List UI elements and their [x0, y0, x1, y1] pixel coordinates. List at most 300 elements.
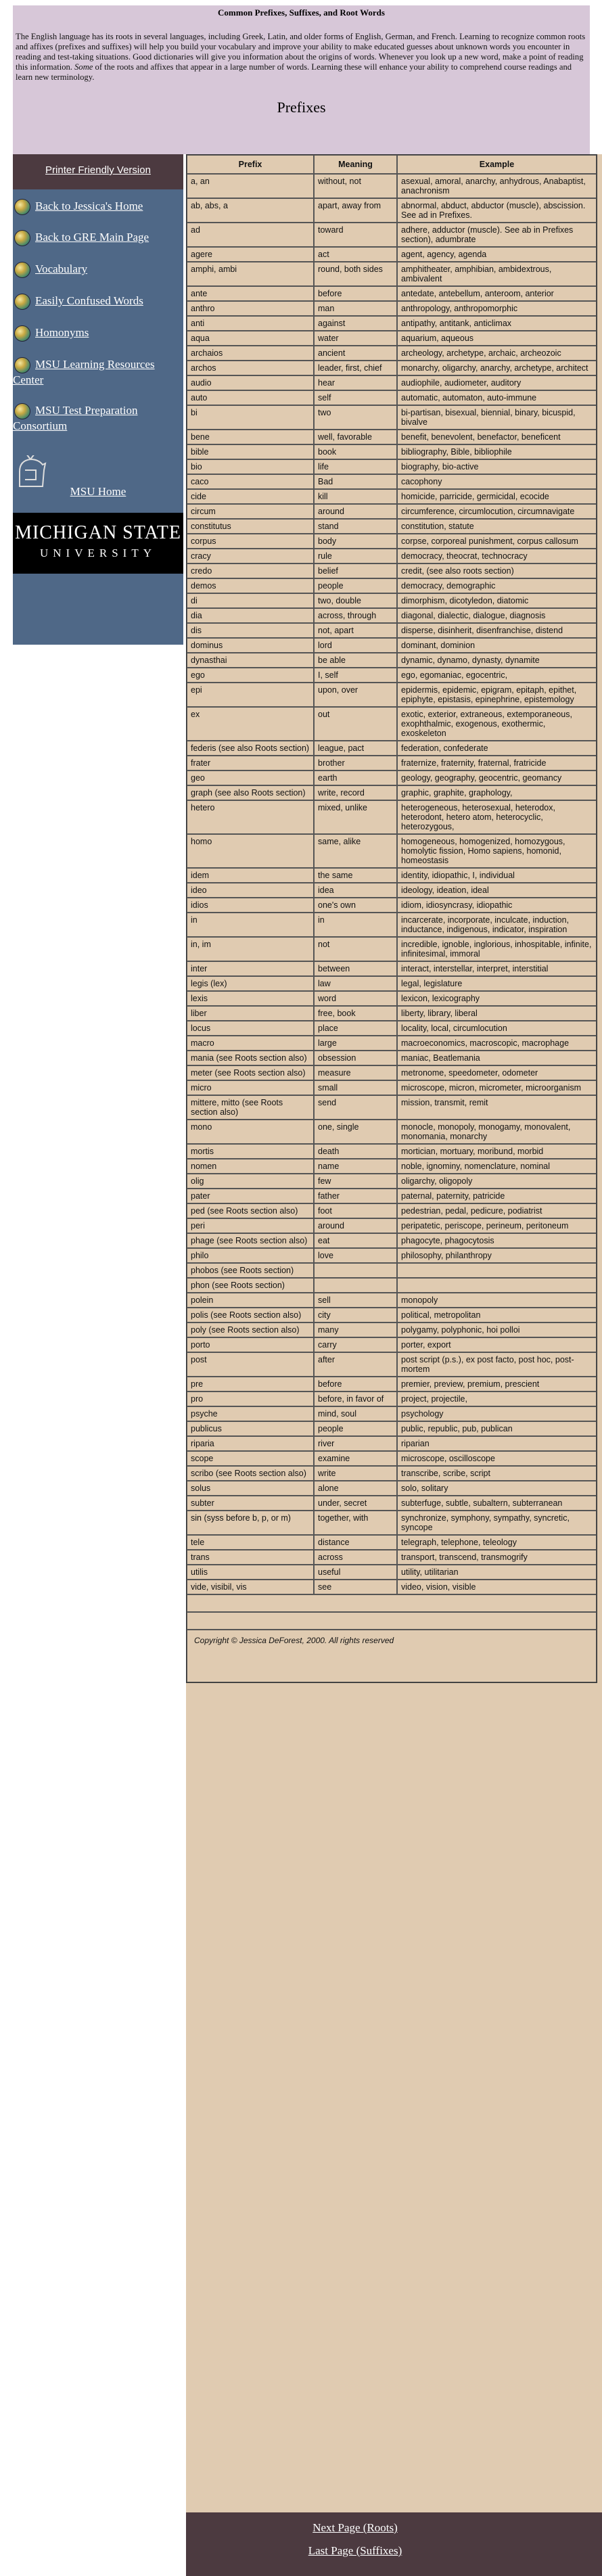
- example-cell: constitution, statute: [397, 519, 597, 534]
- meaning-cell: before: [314, 286, 397, 301]
- example-cell: biography, bio-active: [397, 459, 597, 474]
- prefix-cell: graph (see also Roots section): [187, 785, 314, 800]
- meaning-cell: water: [314, 331, 397, 346]
- table-row: [187, 549, 597, 564]
- nav-link-confused-words[interactable]: [13, 294, 183, 310]
- example-cell: anthropology, anthropomorphic: [397, 301, 597, 316]
- example-cell: metronome, speedometer, odometer: [397, 1065, 597, 1080]
- meaning-cell: write, record: [314, 785, 397, 800]
- example-cell: mortician, mortuary, moribund, morbid: [397, 1144, 597, 1159]
- table-row: [187, 174, 597, 198]
- meaning-cell: not: [314, 937, 397, 961]
- example-cell: premier, preview, premium, prescient: [397, 1377, 597, 1392]
- example-cell: ego, egomaniac, egocentric,: [397, 668, 597, 683]
- header-panel: [13, 5, 590, 154]
- example-cell: public, republic, pub, publican: [397, 1421, 597, 1436]
- meaning-cell: same, alike: [314, 834, 397, 868]
- table-row: [187, 1421, 597, 1436]
- nav-link-label: Homonyms: [35, 325, 89, 339]
- example-cell: subterfuge, subtle, subaltern, subterranean: [397, 1496, 597, 1511]
- prefix-cell: micro: [187, 1080, 314, 1095]
- example-cell: liberty, library, liberal: [397, 1006, 597, 1021]
- meaning-cell: around: [314, 504, 397, 519]
- table-row: [187, 459, 597, 474]
- prefix-cell: anti: [187, 316, 314, 331]
- meaning-cell: alone: [314, 1481, 397, 1496]
- example-cell: corpse, corporeal punishment, corpus callosum: [397, 534, 597, 549]
- meaning-cell: earth: [314, 770, 397, 785]
- globe-icon: [14, 403, 30, 419]
- prefix-cell: peri: [187, 1218, 314, 1233]
- example-cell: antipathy, antitank, anticlimax: [397, 316, 597, 331]
- meaning-cell: mind, soul: [314, 1406, 397, 1421]
- globe-icon: [14, 325, 30, 342]
- table-row: [187, 1308, 597, 1322]
- table-row: [187, 1580, 597, 1594]
- example-cell: political, metropolitan: [397, 1308, 597, 1322]
- globe-icon: [14, 294, 30, 310]
- msu-home-block: [13, 455, 183, 503]
- prefix-cell: lexis: [187, 991, 314, 1006]
- prefix-cell: in: [187, 913, 314, 937]
- prefix-cell: ad: [187, 223, 314, 247]
- prefix-cell: dynasthai: [187, 653, 314, 668]
- example-cell: philosophy, philanthropy: [397, 1248, 597, 1263]
- prefix-cell: pater: [187, 1189, 314, 1203]
- meaning-cell: against: [314, 316, 397, 331]
- prefix-cell: pro: [187, 1392, 314, 1406]
- meaning-cell: toward: [314, 223, 397, 247]
- example-cell: project, projectile,: [397, 1392, 597, 1406]
- prefix-cell: homo: [187, 834, 314, 868]
- example-cell: exotic, exterior, extraneous, extemporaneous, exophthalmic, exogenous, exothermic, exoskeleton: [397, 707, 597, 741]
- table-row: [187, 1080, 597, 1095]
- meaning-cell: well, favorable: [314, 430, 397, 444]
- copyright-text: Copyright © Jessica DeForest, 2000. All rights reserved: [187, 1630, 597, 1682]
- footer-bar: [186, 2512, 602, 2576]
- prefix-cell: nomen: [187, 1159, 314, 1174]
- example-cell: circumference, circumlocution, circumnavigate: [397, 504, 597, 519]
- example-cell: porter, export: [397, 1337, 597, 1352]
- table-row: [187, 1021, 597, 1036]
- meaning-cell: act: [314, 247, 397, 262]
- table-row: [187, 430, 597, 444]
- example-cell: dominant, dominion: [397, 638, 597, 653]
- meaning-cell: be able: [314, 653, 397, 668]
- prefix-cell: scribo (see Roots section also): [187, 1466, 314, 1481]
- prefix-table: [186, 154, 597, 1683]
- table-row: [187, 286, 597, 301]
- prefix-cell: ab, abs, a: [187, 198, 314, 223]
- prefix-cell: tele: [187, 1535, 314, 1550]
- nav-link-label: Vocabulary: [35, 262, 88, 275]
- meaning-cell: apart, away from: [314, 198, 397, 223]
- prefix-cell: mortis: [187, 1144, 314, 1159]
- last-page-link[interactable]: Last Page (Suffixes): [308, 2544, 402, 2557]
- table-row: [187, 653, 597, 668]
- table-row: [187, 707, 597, 741]
- table-row: [187, 198, 597, 223]
- prefix-cell: meter (see Roots section also): [187, 1065, 314, 1080]
- table-row: [187, 346, 597, 361]
- prefix-cell: ante: [187, 286, 314, 301]
- example-cell: oligarchy, oligopoly: [397, 1174, 597, 1189]
- meaning-cell: stand: [314, 519, 397, 534]
- example-cell: federation, confederate: [397, 741, 597, 756]
- table-row: [187, 375, 597, 390]
- prefix-cell: phon (see Roots section): [187, 1278, 314, 1293]
- table-row: [187, 301, 597, 316]
- prefix-cell: ego: [187, 668, 314, 683]
- example-cell: geology, geography, geocentric, geomancy: [397, 770, 597, 785]
- table-row: [187, 1535, 597, 1550]
- copyright-row: [187, 1630, 597, 1682]
- msu-logo[interactable]: [13, 513, 183, 574]
- nav-link-homonyms[interactable]: [13, 325, 183, 342]
- meaning-cell: obsession: [314, 1051, 397, 1065]
- meaning-cell: two, double: [314, 593, 397, 608]
- prefix-cell: riparia: [187, 1436, 314, 1451]
- meaning-cell: one's own: [314, 898, 397, 913]
- example-cell: automatic, automaton, auto-immune: [397, 390, 597, 405]
- prefix-cell: psyche: [187, 1406, 314, 1421]
- prefix-cell: demos: [187, 578, 314, 593]
- table-row: [187, 683, 597, 707]
- intro-emphasis: Some: [74, 62, 93, 72]
- example-cell: interact, interstellar, interpret, interstitial: [397, 961, 597, 976]
- table-row: [187, 1051, 597, 1065]
- meaning-cell: large: [314, 1036, 397, 1051]
- table-row: [187, 1496, 597, 1511]
- meaning-cell: sell: [314, 1293, 397, 1308]
- meaning-cell: upon, over: [314, 683, 397, 707]
- empty-row: [187, 1612, 597, 1630]
- meaning-cell: not, apart: [314, 623, 397, 638]
- example-cell: abnormal, abduct, abductor (muscle), abscission. See ad in Prefixes.: [397, 198, 597, 223]
- meaning-cell: without, not: [314, 174, 397, 198]
- example-cell: disperse, disinherit, disenfranchise, distend: [397, 623, 597, 638]
- nav-link-jessica-home[interactable]: [13, 199, 183, 215]
- nav-link-msu-lrc[interactable]: [13, 357, 183, 387]
- meaning-cell: brother: [314, 756, 397, 770]
- prefix-cell: dia: [187, 608, 314, 623]
- table-row: [187, 474, 597, 489]
- meaning-cell: across: [314, 1550, 397, 1565]
- nav-link-label: Back to Jessica's Home: [35, 199, 143, 212]
- globe-icon: [14, 357, 30, 373]
- example-cell: microscope, oscilloscope: [397, 1451, 597, 1466]
- meaning-cell: few: [314, 1174, 397, 1189]
- table-row: [187, 1511, 597, 1535]
- example-cell: synchronize, symphony, sympathy, syncretic, syncope: [397, 1511, 597, 1535]
- prefix-cell: in, im: [187, 937, 314, 961]
- table-row: [187, 405, 597, 430]
- table-row: [187, 519, 597, 534]
- table-row: [187, 756, 597, 770]
- example-cell: phagocyte, phagocytosis: [397, 1233, 597, 1248]
- meaning-cell: before: [314, 1377, 397, 1392]
- table-row: [187, 1436, 597, 1451]
- meaning-cell: mixed, unlike: [314, 800, 397, 834]
- meaning-cell: idea: [314, 883, 397, 898]
- meaning-cell: free, book: [314, 1006, 397, 1021]
- nav-link-label: Back to GRE Main Page: [35, 230, 149, 244]
- table-row: [187, 1189, 597, 1203]
- table-row: [187, 937, 597, 961]
- example-cell: noble, ignominy, nomenclature, nominal: [397, 1159, 597, 1174]
- meaning-cell: one, single: [314, 1120, 397, 1144]
- prefix-cell: constitutus: [187, 519, 314, 534]
- prefix-cell: scope: [187, 1451, 314, 1466]
- table-row: [187, 608, 597, 623]
- table-row: [187, 361, 597, 375]
- table-row: [187, 785, 597, 800]
- prefix-cell: dis: [187, 623, 314, 638]
- meaning-cell: send: [314, 1095, 397, 1120]
- example-cell: polygamy, polyphonic, hoi polloi: [397, 1322, 597, 1337]
- logo-wordmark-top: MICHIGAN STATE: [15, 522, 181, 543]
- example-cell: lexicon, lexicography: [397, 991, 597, 1006]
- table-row: [187, 623, 597, 638]
- meaning-cell: see: [314, 1580, 397, 1594]
- prefix-cell: federis (see also Roots section): [187, 741, 314, 756]
- meaning-cell: under, secret: [314, 1496, 397, 1511]
- meaning-cell: death: [314, 1144, 397, 1159]
- prefix-cell: bible: [187, 444, 314, 459]
- prefix-cell: post: [187, 1352, 314, 1377]
- example-cell: paternal, paternity, patricide: [397, 1189, 597, 1203]
- prefix-cell: mittere, mitto (see Roots section also): [187, 1095, 314, 1120]
- table-row: [187, 1095, 597, 1120]
- example-cell: cacophony: [397, 474, 597, 489]
- prefix-cell: ideo: [187, 883, 314, 898]
- prefix-cell: aqua: [187, 331, 314, 346]
- table-row: [187, 331, 597, 346]
- prefix-cell: solus: [187, 1481, 314, 1496]
- intro-text: The English language has its roots in several languages, including Greek, Latin, and older forms of English, German, and French. Learning to recognize common roots and affixes (prefixes and suffixes) will help you build your vocabulary and improve your ability to make educated guesses about unknown words you encounter in reading and test-taking situations. Good dictionaries will give you information about the origins of words. Whenever you look up a new word, make a point of reading this information.: [16, 32, 586, 72]
- prefix-cell: credo: [187, 564, 314, 578]
- empty-cell: [187, 1612, 597, 1630]
- prefix-cell: archos: [187, 361, 314, 375]
- meaning-cell: I, self: [314, 668, 397, 683]
- meaning-cell: leader, first, chief: [314, 361, 397, 375]
- table-row: [187, 534, 597, 549]
- example-cell: dimorphism, dicotyledon, diatomic: [397, 593, 597, 608]
- globe-icon: [14, 230, 30, 246]
- meaning-cell: life: [314, 459, 397, 474]
- meaning-cell: word: [314, 991, 397, 1006]
- table-row: [187, 578, 597, 593]
- table-row: [187, 1466, 597, 1481]
- meaning-cell: out: [314, 707, 397, 741]
- prefix-cell: vide, visibil, vis: [187, 1580, 314, 1594]
- nav-link-vocabulary[interactable]: [13, 262, 183, 278]
- example-cell: bibliography, Bible, bibliophile: [397, 444, 597, 459]
- meaning-cell: league, pact: [314, 741, 397, 756]
- meaning-cell: book: [314, 444, 397, 459]
- content-area: [186, 154, 602, 2576]
- example-cell: diagonal, dialectic, dialogue, diagnosis: [397, 608, 597, 623]
- prefix-cell: sin (syss before b, p, or m): [187, 1511, 314, 1535]
- example-cell: adhere, adductor (muscle). See ab in Prefixes section), adumbrate: [397, 223, 597, 247]
- table-row: [187, 961, 597, 976]
- meaning-cell: name: [314, 1159, 397, 1174]
- table-row: [187, 1233, 597, 1248]
- table-row: [187, 1203, 597, 1218]
- prefix-cell: phobos (see Roots section): [187, 1263, 314, 1278]
- table-row: [187, 1036, 597, 1051]
- example-cell: pedestrian, pedal, pedicure, podiatrist: [397, 1203, 597, 1218]
- table-row: [187, 1550, 597, 1565]
- example-cell: democracy, theocrat, technocracy: [397, 549, 597, 564]
- nav-link-msu-test-prep[interactable]: [13, 403, 183, 433]
- prefix-cell: porto: [187, 1337, 314, 1352]
- table-row: [187, 316, 597, 331]
- next-page-link[interactable]: Next Page (Roots): [312, 2521, 398, 2534]
- table-row: [187, 883, 597, 898]
- prefix-cell: caco: [187, 474, 314, 489]
- example-cell: graphic, graphite, graphology,: [397, 785, 597, 800]
- meaning-cell: place: [314, 1021, 397, 1036]
- example-cell: fraternize, fraternity, fraternal, fratricide: [397, 756, 597, 770]
- prefix-cell: amphi, ambi: [187, 262, 314, 286]
- meaning-cell: small: [314, 1080, 397, 1095]
- prefix-cell: macro: [187, 1036, 314, 1051]
- prefix-cell: idios: [187, 898, 314, 913]
- example-cell: dynamic, dynamo, dynasty, dynamite: [397, 653, 597, 668]
- meaning-cell: two: [314, 405, 397, 430]
- table-row: [187, 1451, 597, 1466]
- example-cell: identity, idiopathic, I, individual: [397, 868, 597, 883]
- prefix-cell: polis (see Roots section also): [187, 1308, 314, 1322]
- column-header-meaning: Meaning: [314, 155, 397, 174]
- example-cell: locality, local, circumlocution: [397, 1021, 597, 1036]
- table-row: [187, 668, 597, 683]
- prefix-cell: mania (see Roots section also): [187, 1051, 314, 1065]
- sidebar: [13, 154, 183, 645]
- table-row: [187, 800, 597, 834]
- meaning-cell: [314, 1278, 397, 1293]
- prefix-cell: mono: [187, 1120, 314, 1144]
- example-cell: bi-partisan, bisexual, biennial, binary, bicuspid, bivalve: [397, 405, 597, 430]
- table-row: [187, 1377, 597, 1392]
- meaning-cell: law: [314, 976, 397, 991]
- example-cell: video, vision, visible: [397, 1580, 597, 1594]
- meaning-cell: distance: [314, 1535, 397, 1550]
- table-row: [187, 1481, 597, 1496]
- example-cell: idiom, idiosyncrasy, idiopathic: [397, 898, 597, 913]
- example-cell: democracy, demographic: [397, 578, 597, 593]
- nav-link-gre-main[interactable]: [13, 230, 183, 246]
- table-row: [187, 504, 597, 519]
- example-cell: credit, (see also roots section): [397, 564, 597, 578]
- prefix-cell: corpus: [187, 534, 314, 549]
- intro-paragraph: [13, 18, 590, 83]
- meaning-cell: useful: [314, 1565, 397, 1580]
- meaning-cell: people: [314, 1421, 397, 1436]
- table-row: [187, 1065, 597, 1080]
- msu-home-link[interactable]: MSU Home: [70, 485, 126, 498]
- example-cell: ideology, ideation, ideal: [397, 883, 597, 898]
- example-cell: riparian: [397, 1436, 597, 1451]
- meaning-cell: ancient: [314, 346, 397, 361]
- intro-text-rest: of the roots and affixes that appear in a large number of words. Learning these will enhance your ability to comprehend course readings and learn new terminology.: [16, 62, 572, 82]
- example-cell: agent, agency, agenda: [397, 247, 597, 262]
- prefix-cell: dominus: [187, 638, 314, 653]
- table-row: [187, 1174, 597, 1189]
- printer-friendly-bar: [13, 154, 183, 189]
- table-body: [187, 174, 597, 1682]
- example-cell: archeology, archetype, archaic, archeozoic: [397, 346, 597, 361]
- meaning-cell: self: [314, 390, 397, 405]
- prefix-cell: geo: [187, 770, 314, 785]
- example-cell: legal, legislature: [397, 976, 597, 991]
- nav-link-label: MSU Learning Resources Center: [13, 357, 155, 386]
- example-cell: monocle, monopoly, monogamy, monovalent, monomania, monarchy: [397, 1120, 597, 1144]
- table-row: [187, 1322, 597, 1337]
- meaning-cell: before, in favor of: [314, 1392, 397, 1406]
- meaning-cell: father: [314, 1189, 397, 1203]
- meaning-cell: river: [314, 1436, 397, 1451]
- prefix-cell: legis (lex): [187, 976, 314, 991]
- prefix-cell: polein: [187, 1293, 314, 1308]
- meaning-cell: in: [314, 913, 397, 937]
- prefix-cell: utilis: [187, 1565, 314, 1580]
- meaning-cell: eat: [314, 1233, 397, 1248]
- meaning-cell: around: [314, 1218, 397, 1233]
- prefix-cell: cracy: [187, 549, 314, 564]
- table-row: [187, 1159, 597, 1174]
- table-row: [187, 898, 597, 913]
- table-row: [187, 1565, 597, 1580]
- example-cell: peripatetic, periscope, perineum, peritoneum: [397, 1218, 597, 1233]
- meaning-cell: body: [314, 534, 397, 549]
- meaning-cell: rule: [314, 549, 397, 564]
- prefix-cell: audio: [187, 375, 314, 390]
- prefix-cell: ped (see Roots section also): [187, 1203, 314, 1218]
- table-row: [187, 1218, 597, 1233]
- table-row: [187, 247, 597, 262]
- example-cell: transcribe, scribe, script: [397, 1466, 597, 1481]
- table-row: [187, 489, 597, 504]
- printer-friendly-link[interactable]: Printer Friendly Version: [45, 164, 151, 176]
- meaning-cell: examine: [314, 1451, 397, 1466]
- table-row: [187, 913, 597, 937]
- table-row: [187, 1337, 597, 1352]
- meaning-cell: measure: [314, 1065, 397, 1080]
- example-cell: epidermis, epidemic, epigram, epitaph, epithet, epiphyte, epistasis, epinephrine, epistemology: [397, 683, 597, 707]
- prefix-cell: cide: [187, 489, 314, 504]
- example-cell: telegraph, telephone, teleology: [397, 1535, 597, 1550]
- meaning-cell: lord: [314, 638, 397, 653]
- table-row: [187, 223, 597, 247]
- nav-link-label: MSU Test Preparation Consortium: [13, 403, 138, 432]
- prefix-cell: bene: [187, 430, 314, 444]
- prefix-cell: anthro: [187, 301, 314, 316]
- meaning-cell: man: [314, 301, 397, 316]
- example-cell: benefit, benevolent, benefactor, beneficent: [397, 430, 597, 444]
- prefix-cell: auto: [187, 390, 314, 405]
- table-row: [187, 991, 597, 1006]
- example-cell: utility, utilitarian: [397, 1565, 597, 1580]
- table-row: [187, 741, 597, 756]
- table-row: [187, 444, 597, 459]
- prefix-cell: circum: [187, 504, 314, 519]
- example-cell: maniac, Beatlemania: [397, 1051, 597, 1065]
- prefix-cell: olig: [187, 1174, 314, 1189]
- table-row: [187, 1352, 597, 1377]
- prefix-cell: trans: [187, 1550, 314, 1565]
